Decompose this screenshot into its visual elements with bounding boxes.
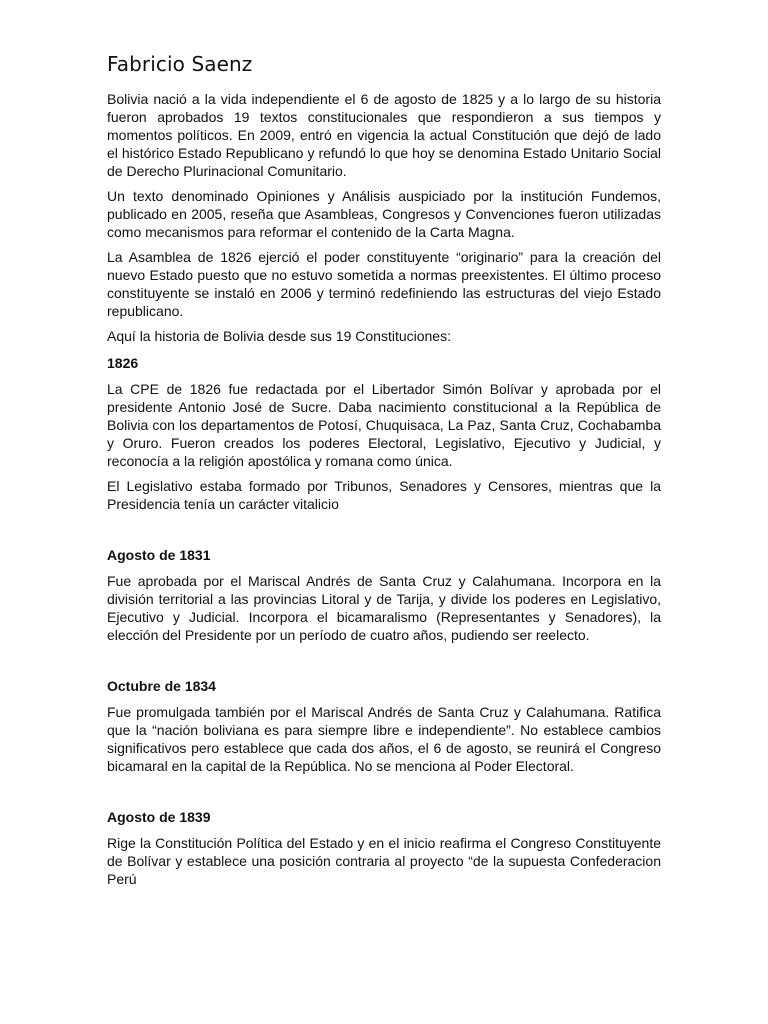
section-heading-1839: Agosto de 1839 (107, 809, 211, 825)
section-spacer (107, 520, 661, 546)
intro-paragraph-2: Un texto denominado Opiniones y Análisis auspiciado por la institución Fundemos, publicado en 2005, reseña que Asambleas, Congresos y Convenciones fueron utilizadas como mecanismos para reformar el contenido de la Carta Magna. (107, 188, 661, 240)
section-1826-paragraph-1: La CPE de 1826 fue redactada por el Libertador Simón Bolívar y aprobada por el presidente Antonio José de Sucre. Daba nacimiento constitucional a la República de Bolivia con los departamentos de Potosí, Chuquisaca, La Paz, Santa Cruz, Cochabamba y Oruro. Fueron creados los poderes Electoral, Legislativo, Ejecutivo y Judicial, y reconocía a la religión apostólica y romana como única. (107, 381, 661, 469)
section-1839-paragraph-1: Rige la Constitución Política del Estado y en el inicio reafirma el Congreso Constituyente de Bolívar y establece una posición contraria al proyecto “de la supuesta Confederacion Perú (107, 835, 661, 887)
intro-paragraph-3: La Asamblea de 1826 ejerció el poder constituyente “originario” para la creación del nuevo Estado puesto que no estuvo sometida a normas preexistentes. El último proceso constituyente se instaló en 2006 y terminó redefiniendo las estructuras del viejo Estado republicano. (107, 249, 661, 319)
intro-paragraph-4: Aquí la historia de Bolivia desde sus 19 Constituciones: (107, 328, 451, 344)
author-name: Fabricio Saenz (107, 52, 253, 76)
section-1831-paragraph-1: Fue aprobada por el Mariscal Andrés de Santa Cruz y Calahumana. Incorpora en la división territorial a las provincias Litoral y de Tarija, y divide los poderes en Legislativo, Ejecutivo y Judicial. Incorpora el bicamaralismo (Representantes y Senadores), la elección del Presidente por un período de cuatro años, pudiendo ser reelecto. (107, 573, 661, 643)
section-1834-paragraph-1: Fue promulgada también por el Mariscal Andrés de Santa Cruz y Calahumana. Ratifica que la “nación boliviana es para siempre libre e independiente”. No establece cambios significativos pero establece que cada dos años, el 6 de agosto, se reunirá el Congreso bicamaral en la capital de la República. No se menciona al Poder Electoral. (107, 704, 661, 774)
section-1826-paragraph-2: El Legislativo estaba formado por Tribunos, Senadores y Censores, mientras que la Presidencia tenía un carácter vitalicio (107, 478, 661, 512)
section-heading-1831: Agosto de 1831 (107, 547, 211, 563)
section-heading-1826: 1826 (107, 355, 139, 371)
section-heading-1834: Octubre de 1834 (107, 678, 216, 694)
intro-paragraph-1: Bolivia nació a la vida independiente el 6 de agosto de 1825 y a lo largo de su historia fueron aprobados 19 textos constitucionales que respondieron a sus tiempos y momentos políticos. En 2009, entró en vigencia la actual Constitución que dejó de lado el histórico Estado Republicano y refundó lo que hoy se denomina Estado Unitario Social de Derecho Plurinacional Comunitario. (107, 91, 661, 179)
section-spacer (107, 782, 661, 808)
section-spacer (107, 651, 661, 677)
